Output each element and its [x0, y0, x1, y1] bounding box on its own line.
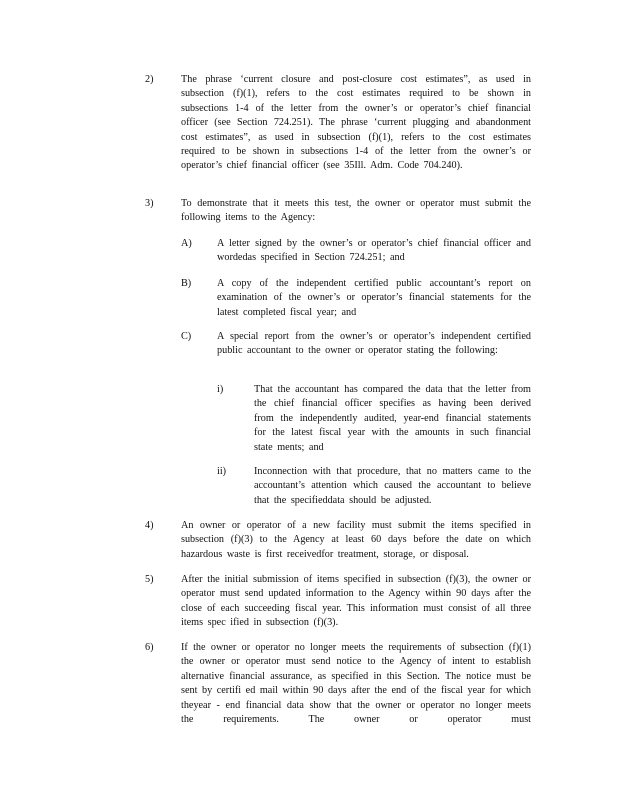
- subparagraph-c-i-label: i): [217, 384, 224, 395]
- paragraph-5-label: 5): [145, 574, 154, 585]
- paragraph-2-label: 2): [145, 74, 154, 85]
- paragraph-3-label: 3): [145, 198, 154, 209]
- subparagraph-a-text: A letter signed by the owner’s or operator’s chief financial officer and wordedas specified in Section 724.251; and: [217, 238, 531, 264]
- subparagraph-b-label: B): [181, 278, 192, 289]
- paragraph-4-label: 4): [145, 520, 154, 531]
- subparagraph-a-label: A): [181, 238, 192, 249]
- paragraph-3-text: To demonstrate that it meets this test, the owner or operator must submit the following items to the Agency:: [181, 198, 531, 224]
- subparagraph-b-text: A copy of the independent certified public accountant’s report on examination of the owner’s or operator’s financial statements for the latest completed fiscal year; and: [217, 278, 531, 318]
- paragraph-6-text: If the owner or operator no longer meets the requirements of subsection (f)(1) the owner or operator must send notice to the Agency of intent to establish alternative financial assurance, as specified in this Section. The notice must be sent by certifi ed mail within 90 days after the end of the fiscal year for which theyear - end financial data show that the owner or operator no longer meets the requirements. The owner or operator must: [181, 642, 531, 726]
- paragraph-4-text: An owner or operator of a new facility must submit the items specified in subsection (f)(3) to the Agency at least 60 days before the date on which hazardous waste is first receivedfor treatment, storage, or disposal.: [181, 520, 531, 560]
- paragraph-2-text: The phrase ‘current closure and post-closure cost estimates”, as used in subsection (f)(1), refers to the cost estimates required to be shown in subsections 1-4 of the letter from the owner’s or operator’s chief financial officer (see Section 724.251). The phrase ‘current plugging and abandonment cost estimates”, as used in subsection (f)(1), refers to the cost estimates required to be shown in subsections 1-4 of the letter from the owner’s or operator’s chief financial officer (see 35Ill. Adm. Code 704.240).: [181, 74, 531, 172]
- subparagraph-c-text: A special report from the owner’s or operator’s independent certified public accountant to the owner or operator stating the following:: [217, 331, 531, 357]
- subparagraph-c-i-text: That the accountant has compared the data that the letter from the chief financial officer specifies as having been derived from the independently audited, year-end financial statements for the latest fiscal year with the amounts in such financial state ments; and: [254, 384, 531, 453]
- subparagraph-c-ii-text: Inconnection with that procedure, that no matters came to the accountant’s attention which caused the accountant to believe that the specifieddata should be adjusted.: [254, 466, 531, 506]
- paragraph-5-text: After the initial submission of items specified in subsection (f)(3), the owner or operator must send updated information to the Agency within 90 days after the close of each succeeding fiscal year. This information must consist of all three items spec ified in subsection (f)(3).: [181, 574, 531, 629]
- subparagraph-c-label: C): [181, 331, 192, 342]
- subparagraph-c-ii-label: ii): [217, 466, 227, 477]
- paragraph-6-label: 6): [145, 642, 154, 653]
